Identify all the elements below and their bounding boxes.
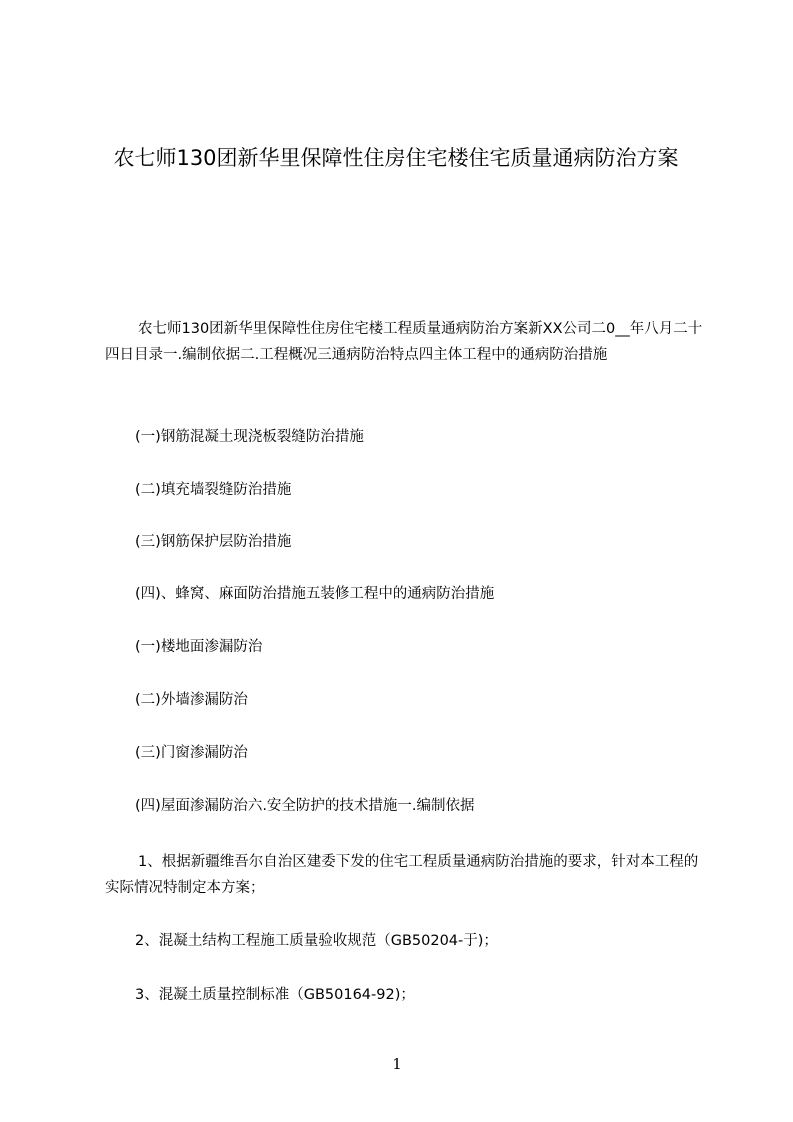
- toc-item: (三)钢筋保护层防治措施: [135, 534, 292, 550]
- page-number: 1: [392, 1055, 402, 1073]
- basis-item: 3、混凝土质量控制标准（GB50164-92)；: [135, 987, 415, 1003]
- basis-item: 2、混凝土结构工程施工质量验收规范（GB50204-于)；: [135, 933, 498, 949]
- toc-item: (二)填充墙裂缝防治措施: [135, 482, 292, 498]
- toc-item: (一)钢筋混凝土现浇板裂缝防治措施: [135, 429, 364, 445]
- toc-item: (四)、蜂窝、麻面防治措施五装修工程中的通病防治措施: [135, 586, 495, 602]
- toc-item: (二)外墙渗漏防治: [135, 692, 248, 708]
- document-title: 农七师130团新华里保障性住房住宅楼住宅质量通病防治方案: [113, 146, 679, 170]
- toc-item: (三)门窗渗漏防治: [135, 745, 248, 761]
- toc-item: (一)楼地面渗漏防治: [135, 639, 263, 655]
- toc-item: (四)屋面渗漏防治六.安全防护的技术措施一.编制依据: [135, 798, 475, 814]
- basis-item: 1、根据新疆维吾尔自治区建委下发的住宅工程质量通病防治措施的要求，针对本工程的实际情况特制定本方案；: [105, 854, 699, 896]
- intro-paragraph: 农七师130团新华里保障性住房住宅楼工程质量通病防治方案新XX公司二0__年八月二十四日目录一.编制依据二.工程概况三通病防治特点四主体工程中的通病防治措施: [105, 321, 703, 363]
